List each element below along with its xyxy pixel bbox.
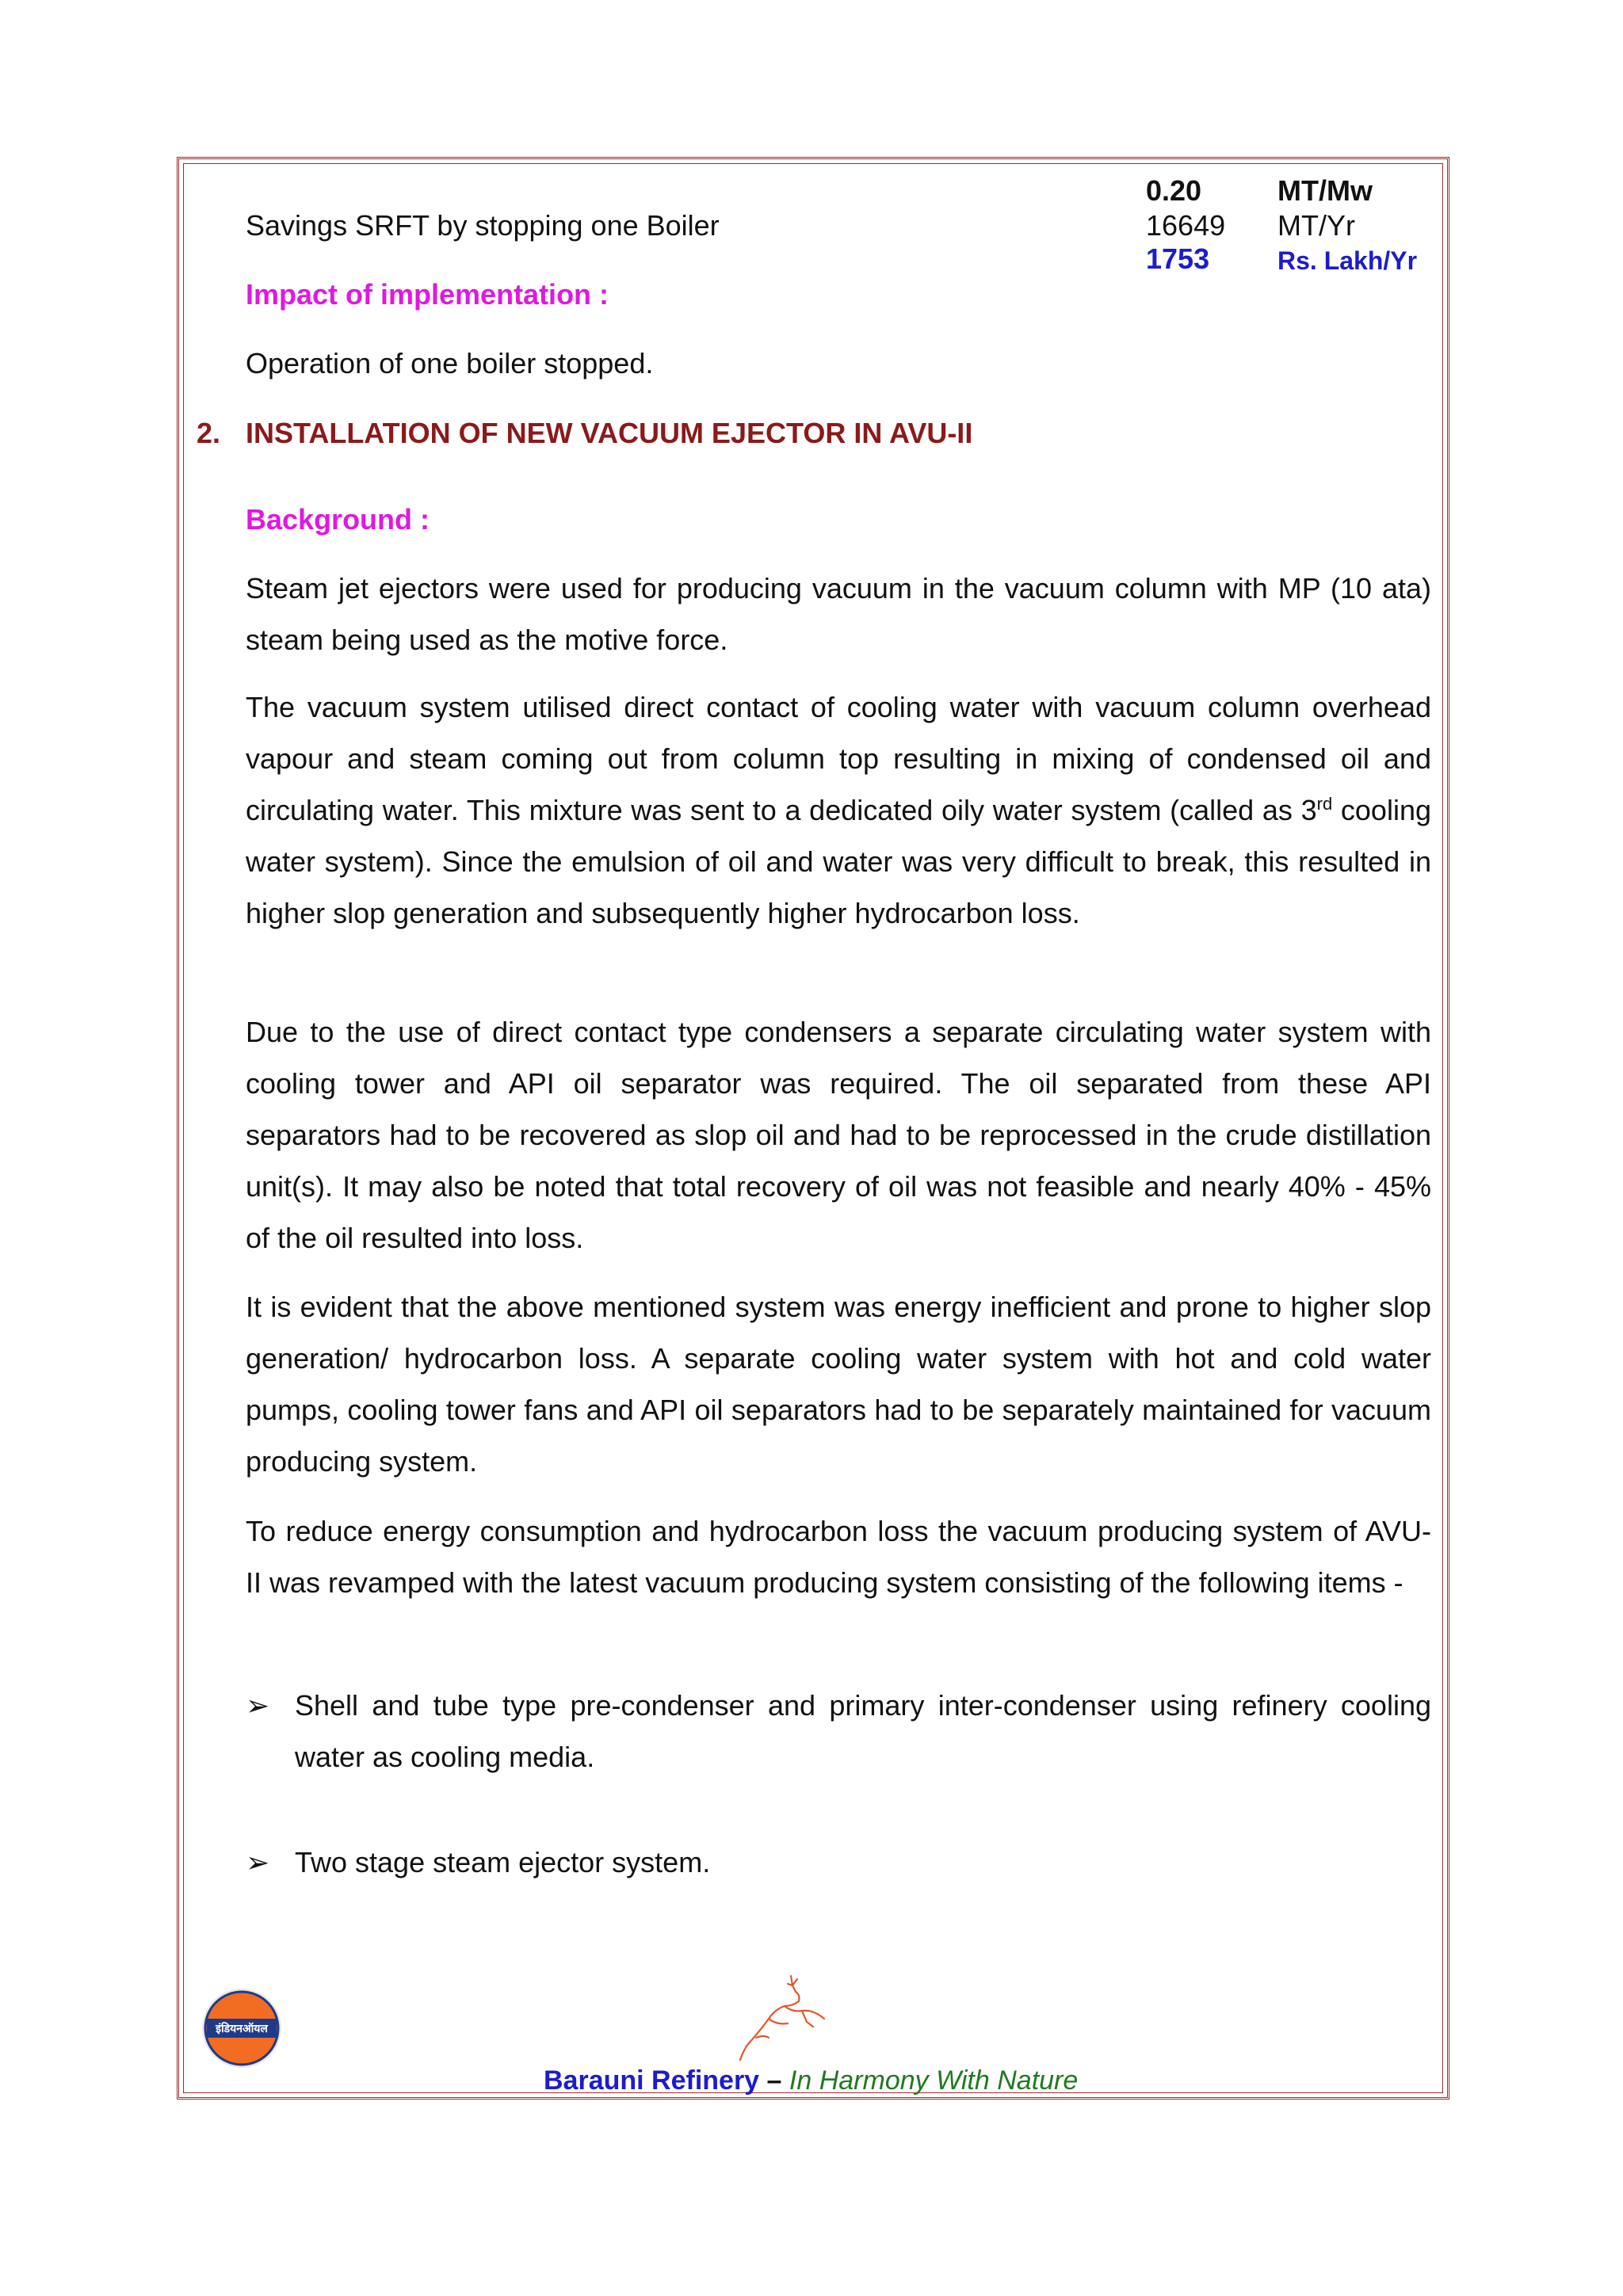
deer-emblem-icon xyxy=(737,1971,840,2066)
background-heading: Background : xyxy=(246,503,430,536)
bullet-text-1: Shell and tube type pre-condenser and primary inter-condenser using refinery cooling water as cooling media. xyxy=(295,1689,1431,1773)
arrow-bullet-icon: ➢ xyxy=(246,1689,270,1722)
indianoil-logo xyxy=(200,1987,283,2069)
bullet-item-2 xyxy=(246,1836,1431,1888)
impact-text: Operation of one boiler stopped. xyxy=(246,347,654,379)
footer-brand: Barauni Refinery xyxy=(544,2065,760,2096)
bullet-item-1 xyxy=(246,1680,1431,1783)
row1-unit: MT/Mw xyxy=(1277,174,1373,207)
paragraph-1: Steam jet ejectors were used for producing vacuum in the vacuum column with MP (10 ata) steam being used as the motive force. xyxy=(246,572,1431,656)
row3-value: 1753 xyxy=(1146,242,1210,275)
paragraph-3: Due to the use of direct contact type condensers a separate circulating water system with cooling tower and API oil separator was required. The oil separated from these API separators had to be recovered as slop oil and had to be reprocessed in the crude distillation unit(s). It may also be noted that total recovery of oil was not feasible and nearly 40% - 45% of the oil resulted into loss. xyxy=(246,1016,1431,1254)
section-number: 2. xyxy=(197,417,221,449)
row1-value: 0.20 xyxy=(1146,174,1202,207)
bullet-text-2: Two stage steam ejector system. xyxy=(295,1846,711,1878)
footer-tagline xyxy=(544,2065,1078,2096)
row2-value: 16649 xyxy=(1146,209,1226,242)
arrow-bullet-icon: ➢ xyxy=(246,1846,270,1878)
section-title: INSTALLATION OF NEW VACUUM EJECTOR IN AVU-II xyxy=(246,417,973,449)
row3-unit: Rs. Lakh/Yr xyxy=(1277,246,1418,275)
paragraph-5: To reduce energy consumption and hydrocarbon loss the vacuum producing system of AVU- II was revamped with the latest vacuum producing system consisting of the following items - xyxy=(246,1515,1431,1599)
impact-heading: Impact of implementation : xyxy=(246,278,609,311)
logo-lettering: इंडियनऑयल xyxy=(216,2022,268,2035)
footer-dash: – xyxy=(759,2065,789,2096)
row2-unit: MT/Yr xyxy=(1277,209,1355,242)
paragraph-2: The vacuum system utilised direct contact of cooling water with vacuum column overhead vapour and steam coming out from column top resulting in mixing of condensed oil and circulating water. This mixture was sent to a dedicated oily water system (called as 3rd cooling water system). Since the emulsion of oil and water was very difficult to break, this resulted in higher slop generation and subsequently higher hydrocarbon loss. xyxy=(246,691,1431,929)
footer-slogan: In Harmony With Nature xyxy=(789,2065,1079,2096)
row2-label: Savings SRFT by stopping one Boiler xyxy=(246,209,720,242)
superscript-rd: rd xyxy=(1316,794,1333,814)
paragraph-4: It is evident that the above mentioned system was energy inefficient and prone to higher slop generation/ hydrocarbon loss. A separate cooling water system with hot and cold water pumps, cooling tower fans and API oil separators had to be separately maintained for vacuum producing system. xyxy=(246,1291,1431,1478)
